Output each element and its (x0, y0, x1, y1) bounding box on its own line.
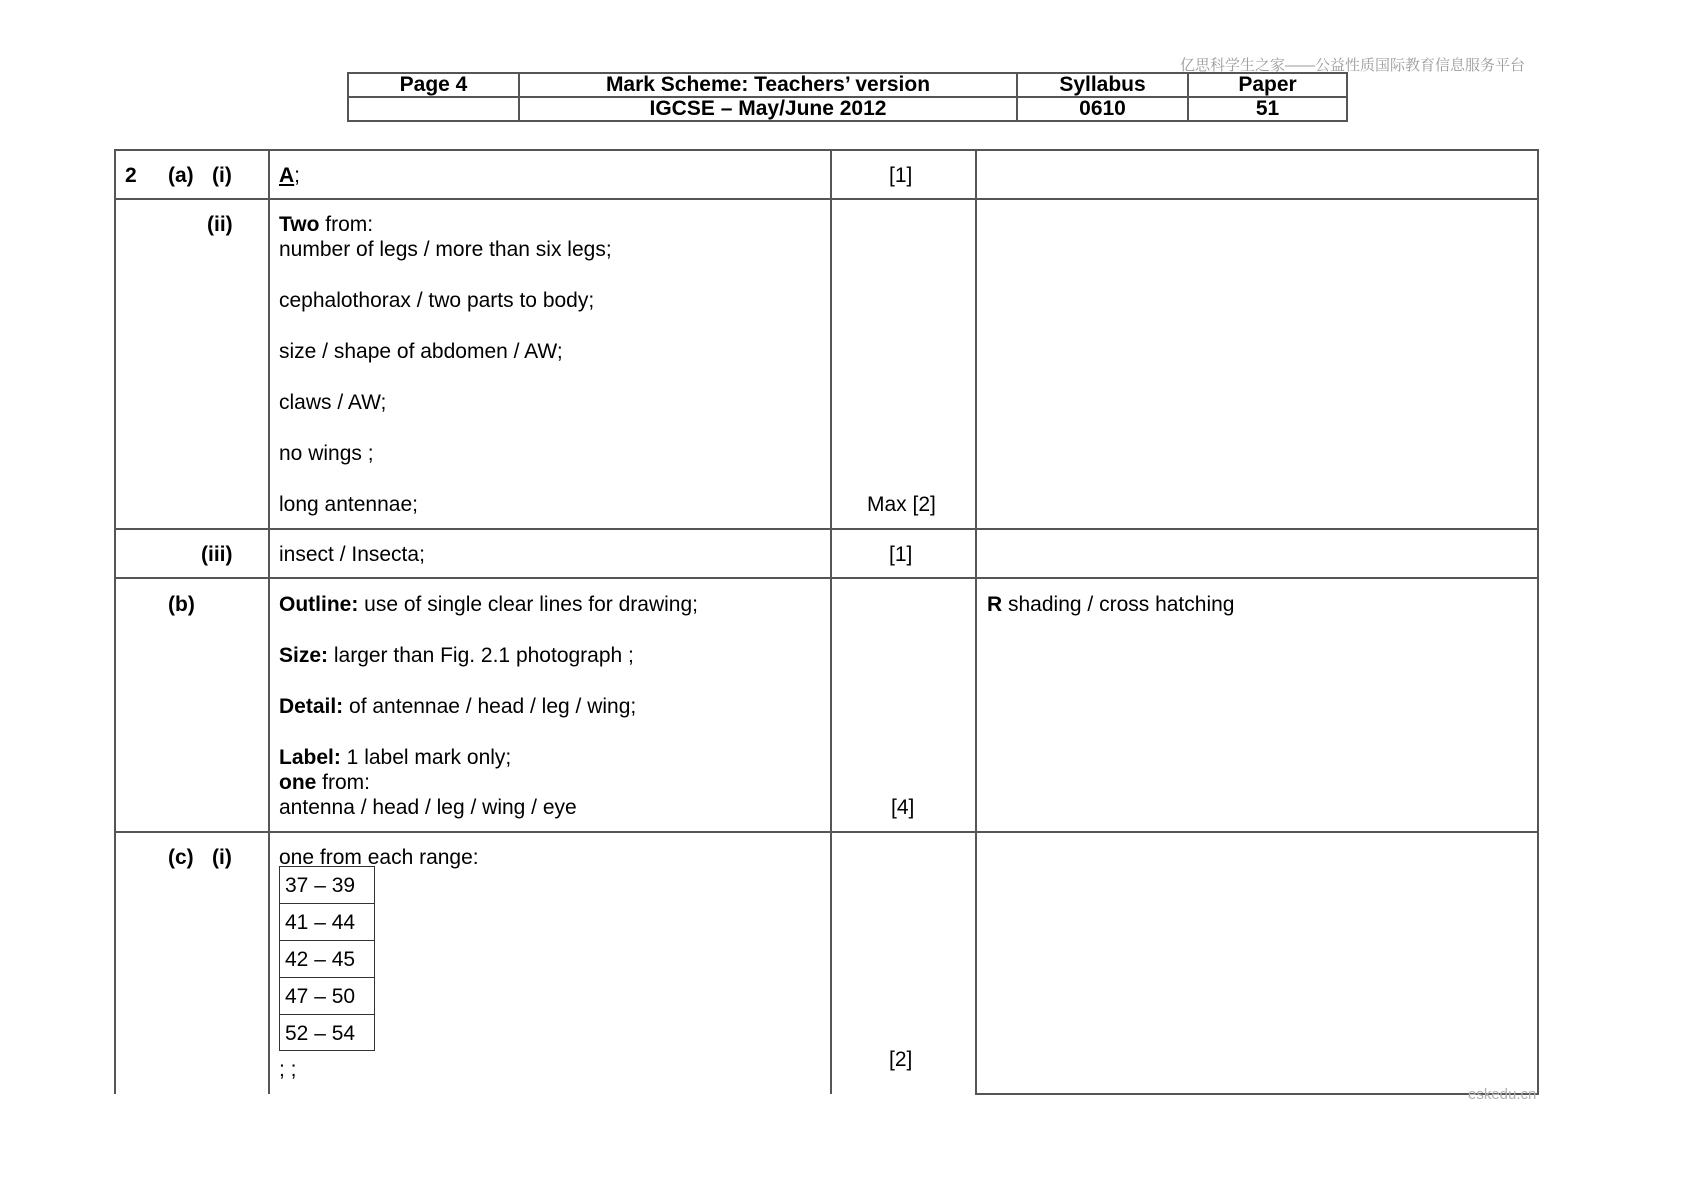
detail-label: Detail: (279, 695, 344, 718)
answer-2b-options: antenna / head / leg / wing / eye (279, 796, 577, 819)
guidance-reject: R (987, 593, 1003, 616)
header-title: Mark Scheme: Teachers’ version (519, 73, 1017, 97)
range-cell: 52 – 54 (279, 1014, 375, 1051)
answer-2ai (279, 163, 300, 188)
range-cell: 41 – 44 (279, 903, 375, 940)
header-table (347, 72, 1348, 122)
detail-text: of antennae / head / leg / wing; (343, 695, 637, 718)
range-cell: 37 – 39 (279, 866, 375, 903)
grid-line (975, 1093, 1539, 1095)
subpart-label: (i) (212, 846, 232, 869)
size-text: larger than Fig. 2.1 photograph ; (328, 644, 634, 667)
subpart-label: (ii) (207, 213, 233, 236)
outline-text: use of single clear lines for drawing; (358, 593, 698, 616)
header-page: Page 4 (348, 73, 519, 97)
label-label: Label: (279, 746, 341, 769)
grid-line (114, 149, 116, 1094)
answer-2b-size (279, 643, 634, 668)
grid-line (114, 528, 1539, 530)
grid-line (975, 149, 977, 1094)
header-paper-number: 51 (1188, 97, 1347, 121)
answer-point: number of legs / more than six legs; (279, 238, 612, 261)
guidance-text: shading / cross hatching (1002, 593, 1235, 616)
header-row-1 (348, 73, 1347, 97)
answer-2ci-tail: ; ; (279, 1058, 297, 1081)
answer-2ai-main: A (279, 164, 295, 187)
watermark-bottom: eskedu.cn (1468, 1086, 1537, 1103)
subpart-label: (iii) (201, 543, 233, 566)
grid-line (268, 149, 270, 1094)
answer-2b-detail (279, 694, 636, 719)
header-exam: IGCSE – May/June 2012 (519, 97, 1017, 121)
answer-2b-outline (279, 592, 698, 617)
answer-2aii-intro-rest: from: (319, 213, 374, 236)
header-paper-label: Paper (1188, 73, 1347, 97)
part-label: (b) (168, 593, 195, 616)
answer-point: cephalothorax / two parts to body; (279, 289, 595, 312)
question-number: 2 (125, 164, 137, 187)
answer-2aiii: insect / Insecta; (279, 543, 425, 566)
one-bold: one (279, 771, 317, 794)
answer-2aii-intro (279, 212, 373, 237)
grid-line (114, 198, 1539, 200)
range-cell: 47 – 50 (279, 977, 375, 1014)
subpart-label: (i) (212, 164, 232, 187)
answer-2aii-intro-bold: Two (279, 213, 320, 236)
answer-2ai-tail: ; (294, 164, 301, 187)
part-label: (a) (168, 164, 194, 187)
header-blank (348, 97, 519, 121)
watermark-top: 亿思科学生之家——公益性质国际教育信息服务平台 (1180, 57, 1526, 74)
guidance-2b (987, 592, 1234, 617)
grid-line (830, 149, 832, 1094)
header-syllabus-code: 0610 (1017, 97, 1188, 121)
mark-2aii: Max [2] (867, 493, 936, 516)
answer-2b-one (279, 770, 370, 795)
label-text: 1 label mark only; (340, 746, 512, 769)
answer-2ci-intro: one from each range: (279, 846, 479, 869)
mark-2aiii: [1] (889, 543, 913, 566)
range-table (279, 866, 375, 1051)
outline-label: Outline: (279, 593, 359, 616)
part-label: (c) (168, 846, 194, 869)
grid-line (114, 149, 1539, 151)
grid-line (1537, 149, 1539, 1095)
grid-line (114, 577, 1539, 579)
mark-2ai: [1] (889, 164, 913, 187)
answer-point: long antennae; (279, 493, 418, 516)
grid-line (114, 831, 1539, 833)
mark-2ci: [2] (889, 1048, 913, 1071)
header-row-2 (348, 97, 1347, 121)
answer-point: size / shape of abdomen / AW; (279, 340, 563, 363)
header-syllabus-label: Syllabus (1017, 73, 1188, 97)
answer-2b-label (279, 745, 511, 770)
mark-2b: [4] (891, 796, 915, 819)
answer-point: claws / AW; (279, 391, 387, 414)
one-rest: from: (316, 771, 371, 794)
range-cell: 42 – 45 (279, 940, 375, 977)
answer-point: no wings ; (279, 442, 374, 465)
size-label: Size: (279, 644, 329, 667)
